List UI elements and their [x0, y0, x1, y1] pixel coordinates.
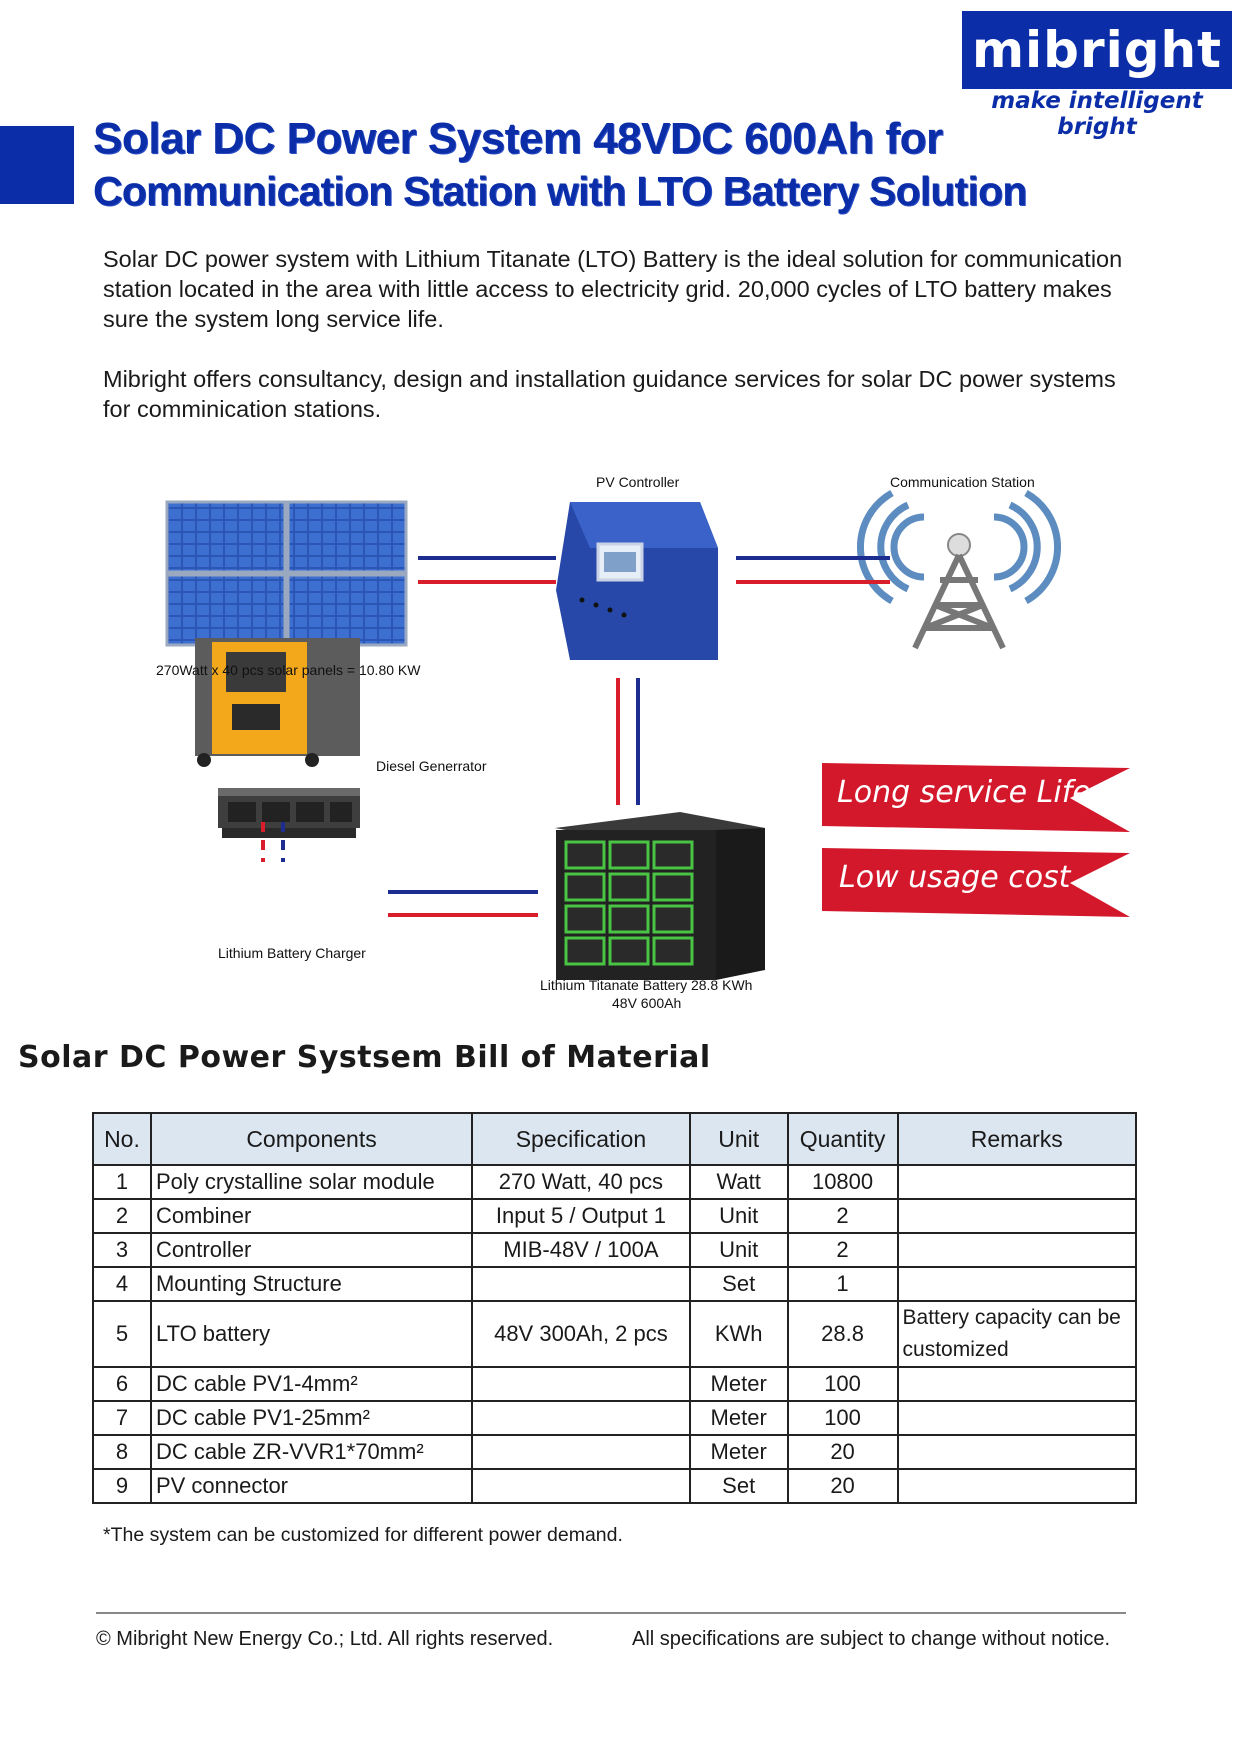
bom-table — [92, 1112, 1137, 1504]
battery-charger-image — [218, 788, 360, 838]
lto-battery-rack-image — [555, 812, 765, 980]
header-remarks: Remarks — [898, 1113, 1136, 1165]
battery-label-line-2: 48V 600Ah — [612, 995, 682, 1011]
cell-component: Combiner — [151, 1199, 472, 1233]
cell-no: 8 — [93, 1435, 151, 1469]
cell-component: PV connector — [151, 1469, 472, 1503]
cell-component: Poly crystalline solar module — [151, 1165, 472, 1199]
cell-component: Mounting Structure — [151, 1267, 472, 1301]
bom-title: Solar DC Power Systsem Bill of Material — [18, 1040, 711, 1075]
cell-remarks — [898, 1401, 1136, 1435]
cell-no: 5 — [93, 1301, 151, 1367]
banner-long-service-life: Long service Life — [837, 775, 1091, 810]
cell-quantity: 2 — [788, 1199, 898, 1233]
intro-paragraph-1: Solar DC power system with Lithium Titanate (LTO) Battery is the ideal solution for communication station located in the area with little access to electricity grid. 20,000 cycles of LTO battery makes sure the system long service life. — [103, 246, 1123, 332]
header-quantity: Quantity — [788, 1113, 898, 1165]
cell-component: DC cable ZR-VVR1*70mm² — [151, 1435, 472, 1469]
cell-no: 7 — [93, 1401, 151, 1435]
cell-no: 4 — [93, 1267, 151, 1301]
brand-logo: mibright — [962, 11, 1232, 89]
footer-notice: All specifications are subject to change without notice. — [632, 1628, 1111, 1650]
table-row — [93, 1435, 1136, 1469]
solar-panels-label: 270Watt x 40 pcs solar panels = 10.80 KW — [156, 662, 421, 678]
pv-controller-image — [556, 502, 718, 660]
cell-specification: MIB-48V / 100A — [472, 1233, 690, 1267]
system-diagram — [0, 460, 1243, 1020]
footer-divider — [96, 1612, 1126, 1614]
communication-station-label: Communication Station — [890, 474, 1035, 490]
banner-low-usage-cost: Low usage cost — [839, 860, 1071, 895]
cell-quantity: 2 — [788, 1233, 898, 1267]
cell-quantity: 10800 — [788, 1165, 898, 1199]
cell-unit: Meter — [690, 1401, 788, 1435]
cell-component: DC cable PV1-25mm² — [151, 1401, 472, 1435]
header-no: No. — [93, 1113, 151, 1165]
cell-specification — [472, 1367, 690, 1401]
pv-controller-label: PV Controller — [596, 474, 680, 490]
cell-remarks — [898, 1469, 1136, 1503]
cell-specification — [472, 1469, 690, 1503]
cell-quantity: 100 — [788, 1401, 898, 1435]
cell-remarks — [898, 1199, 1136, 1233]
bom-note: *The system can be customized for different power demand. — [103, 1524, 623, 1546]
title-accent-block — [0, 126, 74, 204]
table-row — [93, 1301, 1136, 1367]
cell-specification — [472, 1267, 690, 1301]
header-unit: Unit — [690, 1113, 788, 1165]
cell-unit: Unit — [690, 1199, 788, 1233]
cell-unit: Set — [690, 1267, 788, 1301]
cell-quantity: 100 — [788, 1367, 898, 1401]
cell-unit: Set — [690, 1469, 788, 1503]
table-row — [93, 1233, 1136, 1267]
cell-specification — [472, 1435, 690, 1469]
cell-no: 3 — [93, 1233, 151, 1267]
cell-unit: Meter — [690, 1435, 788, 1469]
cell-remarks — [898, 1435, 1136, 1469]
cell-component: DC cable PV1-4mm² — [151, 1367, 472, 1401]
title-line-1: Solar DC Power System 48VDC 600Ah for — [93, 114, 943, 163]
cell-component: Controller — [151, 1233, 472, 1267]
cell-no: 9 — [93, 1469, 151, 1503]
header-specification: Specification — [472, 1113, 690, 1165]
cell-specification — [472, 1401, 690, 1435]
battery-charger-label: Lithium Battery Charger — [218, 945, 366, 961]
brand-tagline: make intelligent bright — [991, 88, 1203, 140]
intro-paragraph-2: Mibright offers consultancy, design and installation guidance services for solar DC power systems for comminication stations. — [103, 366, 1116, 422]
cell-remarks — [898, 1165, 1136, 1199]
footer-copyright: © Mibright New Energy Co.; Ltd. All rights reserved. — [96, 1628, 554, 1650]
cell-component: LTO battery — [151, 1301, 472, 1367]
cell-remarks: Battery capacity can be customized — [898, 1301, 1136, 1367]
table-row — [93, 1267, 1136, 1301]
cell-unit: Meter — [690, 1367, 788, 1401]
cell-no: 2 — [93, 1199, 151, 1233]
table-row — [93, 1469, 1136, 1503]
cell-remarks — [898, 1233, 1136, 1267]
cell-no: 1 — [93, 1165, 151, 1199]
cell-unit: Watt — [690, 1165, 788, 1199]
header-components: Components — [151, 1113, 472, 1165]
battery-label-line-1: Lithium Titanate Battery 28.8 KWh — [540, 977, 753, 993]
cell-quantity: 28.8 — [788, 1301, 898, 1367]
diesel-generator-image — [195, 638, 360, 767]
cell-remarks — [898, 1367, 1136, 1401]
bom-header-row — [93, 1113, 1136, 1165]
cell-remarks — [898, 1267, 1136, 1301]
cell-specification: Input 5 / Output 1 — [472, 1199, 690, 1233]
solar-panels-image — [167, 502, 406, 645]
cell-quantity: 20 — [788, 1435, 898, 1469]
cell-quantity: 20 — [788, 1469, 898, 1503]
cell-no: 6 — [93, 1367, 151, 1401]
table-row — [93, 1199, 1136, 1233]
cell-unit: Unit — [690, 1233, 788, 1267]
cell-specification: 48V 300Ah, 2 pcs — [472, 1301, 690, 1367]
table-row — [93, 1401, 1136, 1435]
communication-tower-image — [860, 493, 1057, 648]
cell-unit: KWh — [690, 1301, 788, 1367]
page-title — [93, 113, 1027, 217]
table-row — [93, 1165, 1136, 1199]
title-line-2: Communication Station with LTO Battery Solution — [93, 168, 1027, 214]
diesel-generator-label: Diesel Generrator — [376, 758, 487, 774]
cell-quantity: 1 — [788, 1267, 898, 1301]
table-row — [93, 1367, 1136, 1401]
cell-specification: 270 Watt, 40 pcs — [472, 1165, 690, 1199]
